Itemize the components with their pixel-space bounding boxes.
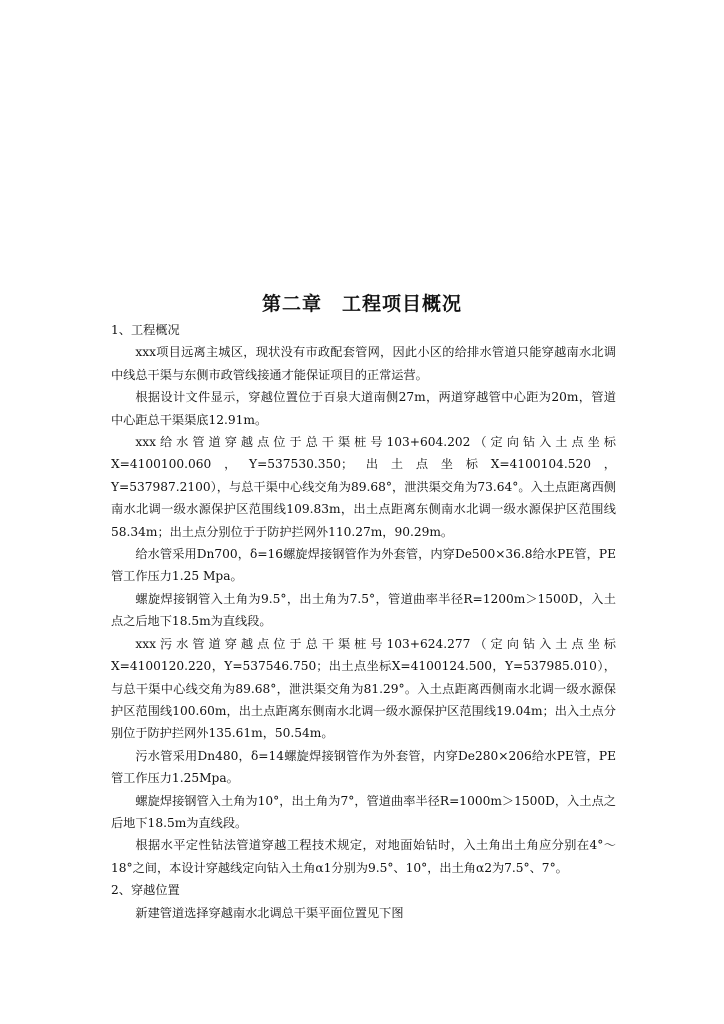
paragraph: 螺旋焊接钢管入土角为9.5°，出土角为7.5°，管道曲率半径R=1200m＞1500D，入土点之后地下18.5m为直线段。 — [111, 591, 616, 629]
paragraph: xxx项目远离主城区，现状没有市政配套管网，因此小区的给排水管道只能穿越南水北调中线总干渠与东侧市政管线接通才能保证项目的正常运营。 — [111, 345, 616, 382]
paragraph: xxx给水管道穿越点位于总干渠桩号103+604.202（定向钻入土点坐标X=4100100.060，Y=537530.350；出土点坐标X=4100104.520，Y=537987.2100），与总干渠中心线交角为89.68°，泄洪渠交角为73.64°。入土点距离西侧南水北调一级水源保护区范围线109.83m，出土点距离东侧南水北调一级水源保护区范围线58.34m；出土点分别位于于防护拦网外110.27m，90.29m。 — [111, 435, 616, 539]
paragraph: 污水管采用Dn480，δ=14螺旋焊接钢管作为外套管，内穿De280×206给水PE管，PE管工作压力1.25Mpa。 — [111, 748, 616, 786]
paragraph: 根据水平定性钻法管道穿越工程技术规定，对地面始钻时，入土角出土角应分别在4°～18°之间，本设计穿越线定向钻入土角α1分别为9.5°、10°，出土角α2为7.5°、7°。 — [111, 838, 616, 875]
section-heading-overview: 1、工程概况 — [111, 323, 180, 337]
document-body — [111, 319, 616, 924]
paragraph: 螺旋焊接钢管入土角为10°，出土角为7°，管道曲率半径R=1000m＞1500D，入土点之后地下18.5m为直线段。 — [111, 793, 616, 830]
paragraph: 新建管道选择穿越南水北调总干渠平面位置见下图 — [135, 905, 404, 920]
section-heading-crossing-location: 2、穿越位置 — [111, 883, 180, 898]
chapter-title: 第二章 工程项目概况 — [261, 293, 462, 315]
paragraph: 给水管采用Dn700，δ=16螺旋焊接钢管作为外套管，内穿De500×36.8给水PE管，PE管工作压力1.25 Mpa。 — [111, 547, 616, 584]
paragraph: 根据设计文件显示，穿越位置位于百泉大道南侧27m，两道穿越管中心距为20m，管道中心距总干渠渠底12.91m。 — [111, 390, 616, 427]
paragraph: xxx污水管道穿越点位于总干渠桩号103+624.277（定向钻入土点坐标X=4100120.220，Y=537546.750；出土点坐标X=4100124.500，Y=537985.010），与总干渠中心线交角为89.68°，泄洪渠交角为81.29°。入土点距离西侧南水北调一级水源保护区范围线100.60m，出土点距离东侧南水北调一级水源保护区范围线19.04m；出入土点分别位于防护拦网外135.61m，50.54m。 — [111, 636, 616, 741]
